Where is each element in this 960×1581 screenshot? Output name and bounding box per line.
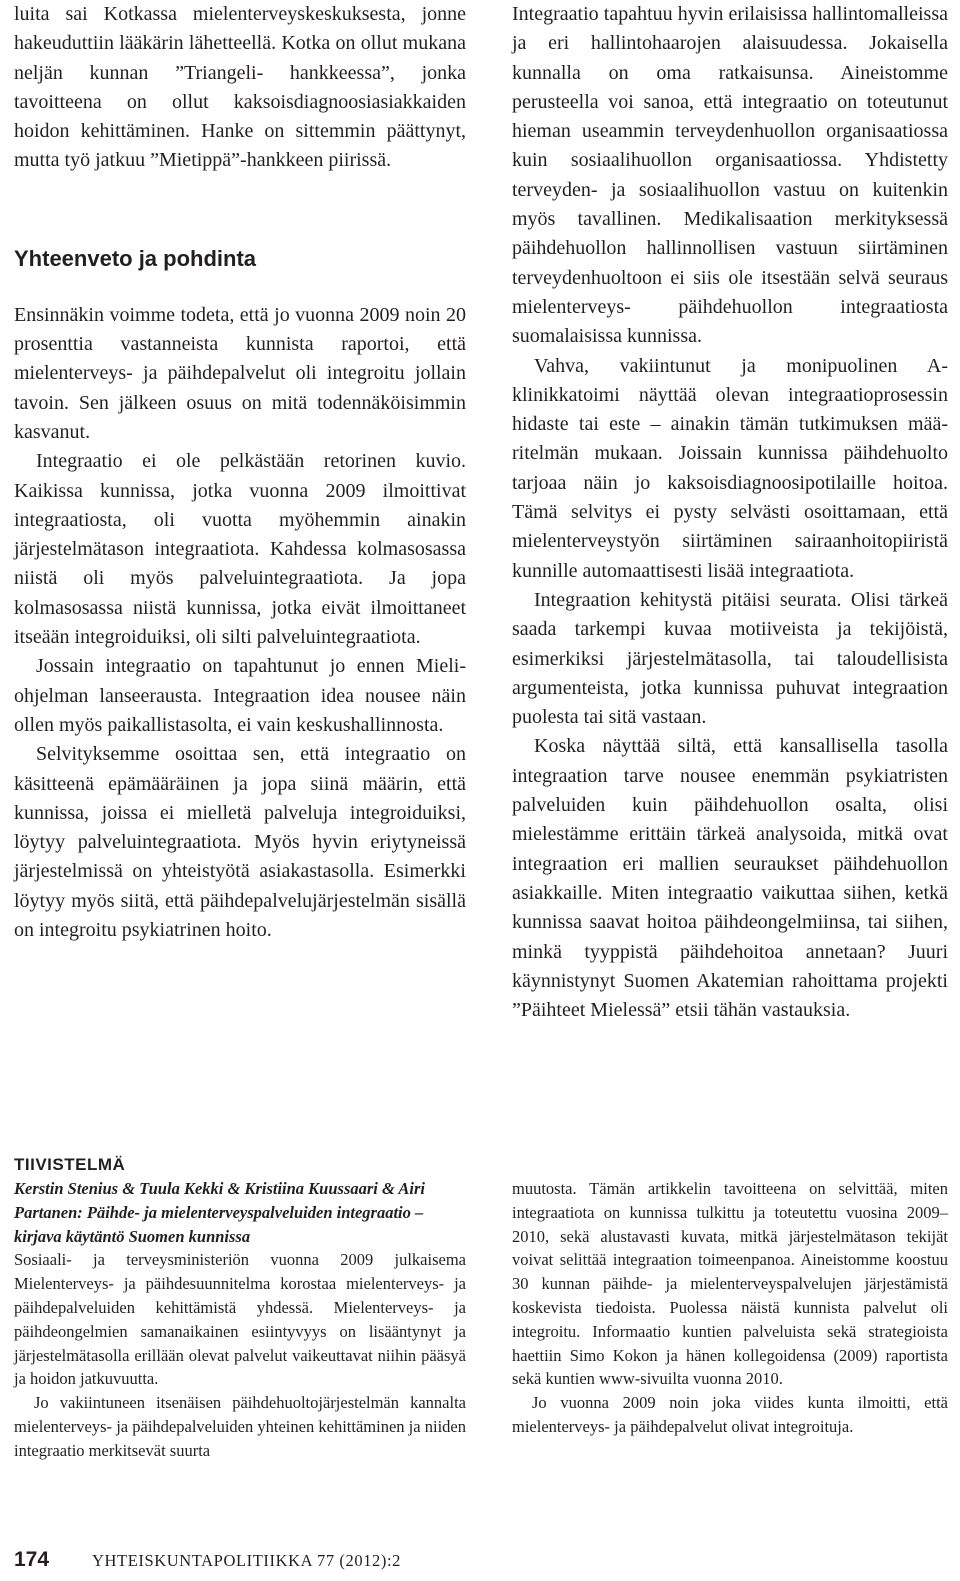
- body-paragraph: Jossain integraatio on tapahtunut jo ennen Mieli-ohjelman lanseerausta. Integraation idea nousee näin ollen myös paikallistasolta, ei vain keskushallinnosta.: [14, 655, 466, 736]
- body-paragraph: Integraation kehitystä pitäisi seurata. Olisi tärkeä saada tarkempi kuvaa motiiveista ja tekijöistä, esimerkiksi järjestelmätasolla, tai taloudellisista argumenteista, jotka kunnissa puhuvat integraation puolesta tai sitä vastaan.: [512, 588, 948, 729]
- body-paragraph: Integraatio tapahtuu hyvin erilaisissa hallintomalleissa ja eri hallintohaarojen alaisuudessa. Jokaisella kunnalla on oma ratkaisunsa. Aineistomme perusteella voi sanoa, että integraatio on toteutunut hieman useammin terveydenhuollon organisaatiossa kuin sosiaalihuollon organisaatiossa. Yhdistetty terveyden- ja sosiaalihuollon vastuu on kuitenkin myös tavallinen. Medikalisaation merkityksessä päihdehuollon hallinnollisen vastuun siirtäminen terveydenhuoltoon ei siis ole itsestään selvä seuraus mielenterveys- päihdehuollon integraatiosta suomalaisissa kunnissa.: [512, 3, 948, 348]
- page-footer: [0, 1546, 960, 1578]
- summary-left-column: [14, 1177, 466, 1463]
- summary-paragraph: Jo vakiintuneen itsenäisen päihdehuoltojärjestelmän kannalta mielenterveys- ja päihdepalveluiden yhteinen kehittäminen ja niiden integraatio merkitsevät suurta: [14, 1393, 466, 1460]
- summary-paragraph: muutosta. Tämän artikkelin tavoitteena on selvittää, miten integraatiota on kunnissa tulkittu ja toteutettu vuosina 2009–2010, sekä alustavasti kuvata, mitkä järjestelmätason tekijät voivat selittää integraation toimeenpanoa. Aineistomme koostuu 30 kunnan päihde- ja mielenterveyspalvelujen järjestämistä koskevista tiedoista. Puolessa näistä kunnista palvelut oli integroitu. Informaatio kuntien palveluista sekä strategioista haettiin Simo Kokon ja hänen kollegoidensa (2009) raportista sekä kuntien www-sivuilta vuonna 2010.: [512, 1179, 948, 1389]
- intro-paragraph: luita sai Kotkassa mielenterveyskeskuksesta, jonne hakeuduttiin lääkärin lähetteellä. Kotka on ollut mukana neljän kunnan ”Triangeli- hankkeessa”, jonka tavoitteena on ollut kaksoisdiagnoosiasiakkaiden hoidon kehittäminen. Hanke on sittemmin päättynyt, mutta työ jatkuu ”Mietippä”-hankkeen piirissä.: [14, 3, 466, 172]
- body-paragraph: Koska näyttää siltä, että kansallisella tasolla integraation tarve nousee enemmän psykiatristen palveluiden kuin päihdehuollon osalta, olisi mielestämme erittäin tärkeä analysoida, mitkä ovat integraation eri mallien seuraukset päihdehuollon asiakkaille. Miten integraatio vaikuttaa siihen, ketkä kunnissa saavat hoitoa päihdeongelmiinsa, tai siihen, minkä tyyppistä päihdehoitoa annetaan? Juuri käynnistynyt Suomen Akatemian rahoittama projekti ”Päihteet Mielessä” etsii tähän vastauksia.: [512, 735, 948, 1022]
- summary-heading: TIIVISTELMÄ: [14, 1155, 126, 1174]
- left-column: [14, 0, 466, 945]
- body-paragraph: Selvityksemme osoittaa sen, että integraatio on käsitteenä epämääräinen ja jopa siinä määrin, että kunnissa, joissa ei mielletä palveluja integroiduiksi, löytyy palveluintegraatiota. Myös hyvin eriytyneissä järjestelmissä on yhteistyötä asiakastasolla. Esimerkki löytyy myös siitä, että päihdepalvelujärjestelmän sisällä on integroitu psykiatrinen hoito.: [14, 743, 466, 942]
- summary-paragraph: Sosiaali- ja terveysministeriön vuonna 2009 julkaisema Mielenterveys- ja päihdesuunnitelma korostaa mielenterveys- ja päihdepalveluiden kehittämistä yhdessä. Mielenterveys- ja päihdeongelmien samanaikainen esiintyvyys on lisääntynyt ja järjestelmätasolla erillään olevat palvelut vaikeuttavat niihin pääsyä ja hoidon jatkuvuutta.: [14, 1250, 466, 1389]
- section-heading: Yhteenveto ja pohdinta: [14, 245, 257, 271]
- journal-name: YHTEISKUNTAPOLITIIKKA 77 (2012):2: [92, 1551, 402, 1570]
- body-paragraph: Vahva, vakiintunut ja monipuolinen A-klinikkatoimi näyttää olevan integraatioprosessin hidaste tai este – ainakin tämän tutkimuksen määritelmän mukaan. Joissain kunnissa päihdehuolto tarjoaa näin jo kaksoisdiagnoosipotilaille hoitoa. Tämä selvitys ei pysty selvästi osoittamaan, että mielenterveystyön siirtäminen sairaanhoitopiiristä kunnille automaattisesti lisää integraatiota.: [512, 354, 948, 582]
- body-paragraph: Integraatio ei ole pelkästään retorinen kuvio. Kaikissa kunnissa, jotka vuonna 2009 ilmoittivat integraatiosta, oli vuotta myöhemmin ainakin järjestelmätason integraatiota. Kahdessa kolmasosassa niistä oli myös palveluintegraatiota. Ja jopa kolmasosassa niistä kunnissa, jotka eivät ilmoittaneet itseään integroiduiksi, oli silti palveluintegraatiota.: [14, 450, 466, 649]
- summary-right-column: [512, 1177, 948, 1439]
- body-paragraph: Ensinnäkin voimme todeta, että jo vuonna 2009 noin 20 prosenttia vastanneista kunnista raportoi, että mielenterveys- ja päihdepalvelut oli integroitu jollain tavoin. Sen jälkeen osuus on mitä todennäköisimmin kasvanut.: [14, 303, 466, 443]
- page-number: 174: [14, 1548, 50, 1571]
- summary-authors-title: Kerstin Stenius & Tuula Kekki & Kristiina Kuussaari & Airi Partanen: Päihde- ja mielenterveyspalveluiden integraatio – kirjava käytäntö Suomen kunnissa: [14, 1179, 425, 1246]
- summary-paragraph: Jo vuonna 2009 noin joka viides kunta ilmoitti, että mielenterveys- ja päihdepalvelut olivat integroituja.: [512, 1393, 948, 1436]
- right-column: [512, 0, 948, 1025]
